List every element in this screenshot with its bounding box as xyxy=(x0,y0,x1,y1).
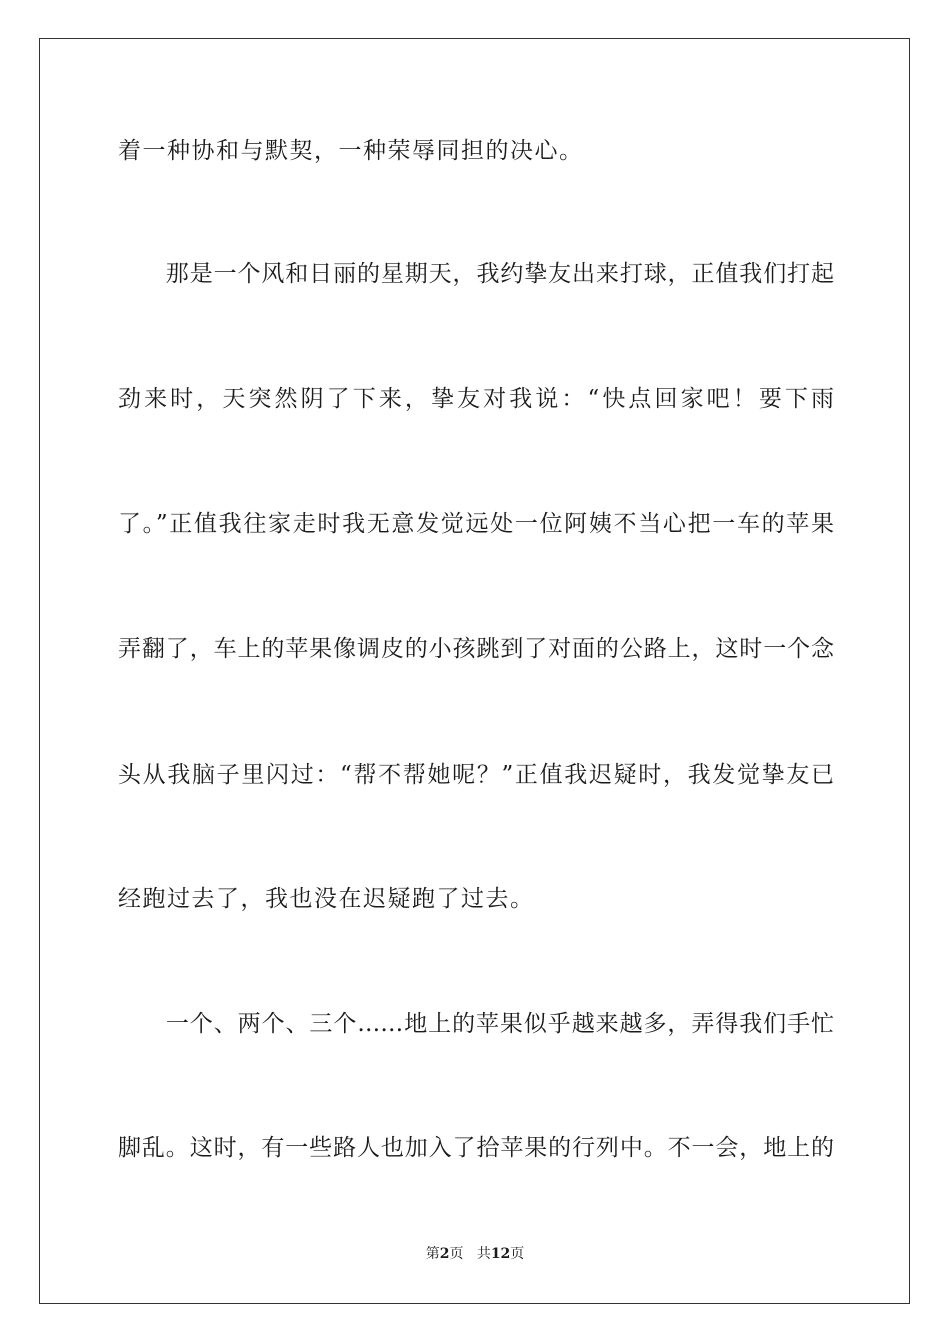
page-number: 2 xyxy=(439,1246,450,1262)
text-line: 头从我脑子里闪过：“帮不帮她呢？”正值我迟疑时，我发觉挚友已 xyxy=(118,762,834,788)
total-label-suffix: 页 xyxy=(510,1246,525,1262)
text-line: 了。”正值我往家走时我无意发觉远处一位阿姨不当心把一车的苹果 xyxy=(118,511,834,537)
page-footer xyxy=(0,1244,950,1264)
text-line: 劲来时，天突然阴了下来，挚友对我说：“快点回家吧！要下雨 xyxy=(118,386,834,412)
page-border xyxy=(39,38,910,1304)
text-line: 那是一个风和日丽的星期天，我约挚友出来打球，正值我们打起 xyxy=(118,261,834,287)
footer-gap xyxy=(463,1246,476,1262)
text-line: 弄翻了，车上的苹果像调皮的小孩跳到了对面的公路上，这时一个念 xyxy=(118,636,834,662)
text-line: 脚乱。这时，有一些路人也加入了拾苹果的行列中。不一会，地上的 xyxy=(118,1135,834,1161)
text-line: 着一种协和与默契，一种荣辱同担的决心。 xyxy=(118,138,584,164)
text-line: 经跑过去了，我也没在迟疑跑了过去。 xyxy=(118,886,535,912)
page-label-suffix: 页 xyxy=(449,1246,464,1262)
total-pages: 12 xyxy=(490,1246,511,1262)
text-line: 一个、两个、三个……地上的苹果似乎越来越多，弄得我们手忙 xyxy=(118,1011,834,1037)
total-label-prefix: 共 xyxy=(476,1246,491,1262)
page-label-prefix: 第 xyxy=(425,1246,440,1262)
